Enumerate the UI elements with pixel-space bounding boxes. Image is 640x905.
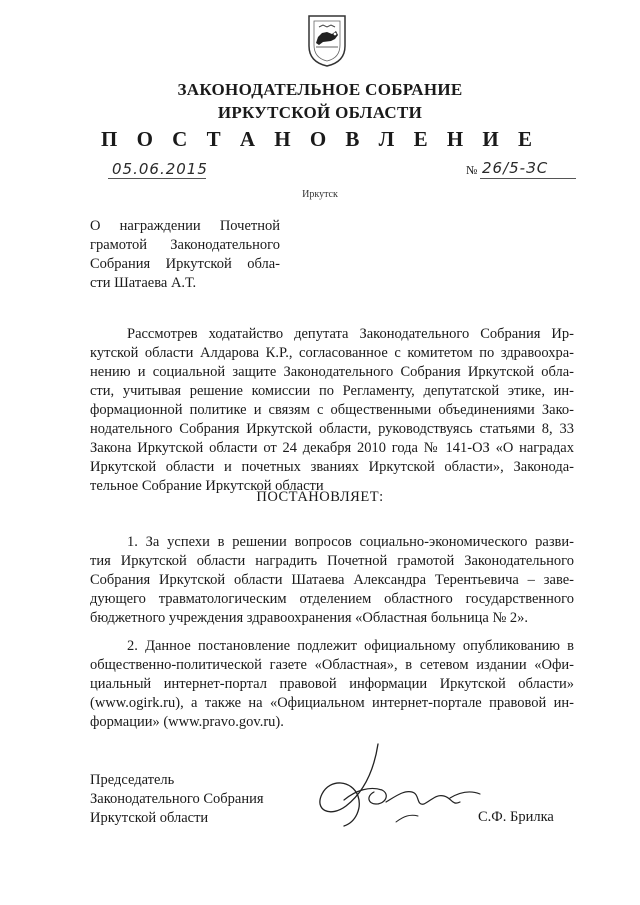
paragraph-line: сти, учитывая решение комиссии по Регламенту, депутатской этике, ин- [90,383,574,399]
date-underline [108,178,206,179]
paragraph-line: 2. Данное постановление подлежит официальному опубликованию в [127,638,574,654]
number-sign: № [466,163,478,177]
preamble-paragraph [90,325,574,496]
paragraph-line: общественно-политической газете «Областная», в сетевом издании «Офи- [90,657,574,673]
signatory-title [90,771,264,828]
handwritten-signature [300,740,500,840]
subject-line: грамотой Законодательного [90,237,280,253]
doc-type-title: П О С Т А Н О В Л Е Н И Е [100,127,539,151]
paragraph-line: 1. За успехи в решении вопросов социально-экономического разви- [127,534,574,550]
paragraph-line: Собрания Иркутской области Шатаева Александра Терентьевича – заве- [90,572,574,588]
paragraph-line: циальный интернет-портал правовой информации Иркутской области» [90,676,574,692]
paragraph-line: формации» (www.pravo.gov.ru). [90,714,284,730]
paragraph-line: Иркутской области и почетных званиях Иркутской области», Законода- [90,459,574,475]
paragraph-line: кутской области Алдарова К.Р., согласованное с комитетом по здравоохра- [90,345,574,361]
decision-item-2 [90,637,574,732]
org-title-line2: ИРКУТСКОЙ ОБЛАСТИ [217,103,423,122]
org-title-line1: ЗАКОНОДАТЕЛЬНОЕ СОБРАНИЕ [177,80,463,99]
subject-line: сти Шатаева А.Т. [90,275,197,291]
paragraph-line: Закона Иркутской области от 24 декабря 2010 года № 141-ОЗ «О наградах [90,440,574,456]
paragraph-line: тия Иркутской области наградить Почетной грамотой Законодательного [90,553,574,569]
doc-date: 05.06.2015 [112,160,208,178]
subject-line: Собрания Иркутской обла- [90,256,280,272]
doc-number: 26/5-ЗС [482,159,549,177]
paragraph-line: дующего травматологическим отделением областного государственного [90,591,574,607]
signatory-title-line: Законодательного Собрания [90,791,264,807]
signatory-title-line: Председатель [90,772,175,788]
subject-block [90,217,280,293]
signatory-title-line: Иркутской области [90,810,209,826]
paragraph-line: нению и социальной защите Законодательного Собрания Иркутской обла- [90,364,574,380]
city-label: Иркутск [302,189,338,200]
paragraph-line: нодательного Собрания Иркутской области, руководствуясь статьями 8, 33 [90,421,574,437]
paragraph-line: формационной политике и связям с общественными объединениями Зако- [90,402,574,418]
paragraph-line: тельное Собрание Иркутской области [90,478,324,494]
paragraph-line: Рассмотрев ходатайство депутата Законодательного Собрания Ир- [127,326,574,342]
decree-heading: ПОСТАНОВЛЯЕТ: [256,489,384,505]
number-underline [480,178,576,179]
paragraph-line: бюджетного учреждения здравоохранения «Областная больница № 2». [90,610,529,626]
signatory-name: С.Ф. Брилка [478,809,554,825]
irkutsk-coat-of-arms-icon [305,12,349,68]
subject-line: О награждении Почетной [90,218,280,234]
paragraph-line: (www.ogirk.ru), а также на «Официальном интернет-портале правовой ин- [90,695,574,711]
decision-item-1 [90,533,574,628]
